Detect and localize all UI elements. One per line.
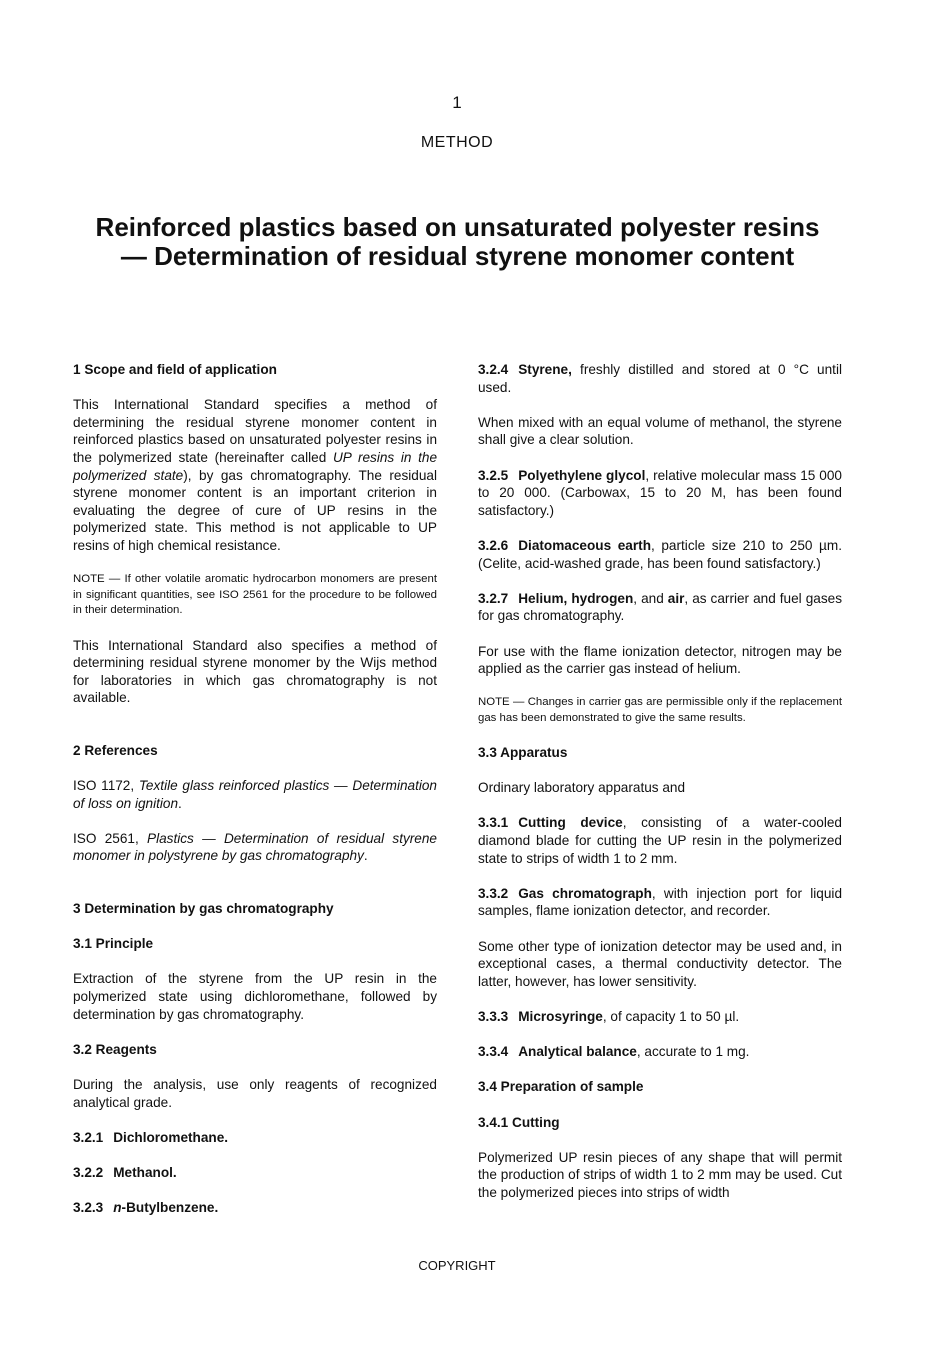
reagent-3-2-7-note: NOTE — Changes in carrier gas are permissible only if the replacement gas has been demonstrated to give the same results.: [478, 696, 842, 724]
method-label: METHOD: [420, 134, 494, 151]
reagent-3-2-1: 3.2.1 Dichloromethane.: [73, 1129, 229, 1145]
section-3-2-heading: 3.2 Reagents: [73, 1041, 157, 1057]
section-3-2-text: During the analysis, use only reagents of recognized analytical grade.: [73, 1076, 437, 1110]
title-line-2: — Determination of residual styrene monomer content: [120, 241, 795, 271]
reagent-3-2-3: 3.2.3 n-Butylbenzene.: [73, 1200, 219, 1216]
section-3-3-heading: 3.3 Apparatus: [478, 745, 568, 761]
apparatus-3-3-4: 3.3.4 Analytical balance, accurate to 1 mg.: [478, 1044, 750, 1060]
up-resins-term: UP resins in the polymerized state: [73, 449, 437, 483]
section-3-heading: 3 Determination by gas chromatography: [73, 901, 334, 917]
reference-iso-1172: ISO 1172, Textile glass reinforced plastics — Determination of loss on ignition.: [73, 778, 437, 811]
title-line-1: Reinforced plastics based on unsaturated polyester resins: [95, 212, 820, 242]
section-1-paragraph-1: This International Standard specifies a method of determining the residual styrene monomer content in reinforced plastics based on unsaturated polyester resins in the polymerized state (hereinafter called UP resins in the polymerized state), by gas chromatography. The residual styrene monomer content is an important criterion in evaluating the degree of cure of UP resins in the polymerized state. This method is not applicable to UP resins of high chemical resistance.: [73, 397, 437, 553]
reagent-3-2-4-paragraph-2: When mixed with an equal volume of methanol, the styrene shall give a clear solution.: [478, 414, 842, 448]
section-1-note: NOTE — If other volatile aromatic hydrocarbon monomers are present in significant quantities, see ISO 2561 for the procedure to be followed in their determination.: [73, 573, 437, 617]
section-3-4-1-text: Polymerized UP resin pieces of any shape that will permit the production of strips of width 1 to 2 mm may be used. Cut the polymerized pieces into strips of width: [478, 1149, 842, 1200]
left-column: [73, 361, 437, 1234]
document-title: [60, 213, 855, 271]
section-1-paragraph-2: This International Standard also specifies a method of determining residual styrene monomer by the Wijs method for laboratories in which gas chromatography is not available.: [73, 637, 437, 706]
section-3-4-1-heading: 3.4.1 Cutting: [478, 1114, 560, 1130]
section-1-heading: 1 Scope and field of application: [73, 362, 277, 377]
section-3-3-text: Ordinary laboratory apparatus and: [478, 780, 686, 796]
page-number: 1: [452, 93, 462, 112]
section-3-1-heading: 3.1 Principle: [73, 936, 154, 952]
apparatus-3-3-2-paragraph-2: Some other type of ionization detector may be used and, in exceptional cases, a thermal conductivity detector. The latter, however, has lower sensitivity.: [478, 938, 842, 989]
copyright-footer: COPYRIGHT: [418, 1258, 496, 1273]
reagent-3-2-2: 3.2.2 Methanol.: [73, 1164, 177, 1180]
apparatus-3-3-3: 3.3.3 Microsyringe, of capacity 1 to 50 µl.: [478, 1008, 740, 1024]
reference-iso-2561: ISO 2561, Plastics — Determination of residual styrene monomer in polystyrene by gas chromatography.: [73, 830, 437, 864]
right-column: [478, 361, 842, 1219]
section-2-heading: 2 References: [73, 742, 158, 758]
reagent-3-2-6: 3.2.6 Diatomaceous earth, particle size 210 to 250 µm. (Celite, acid-washed grade, has been found satisfactory.): [478, 537, 842, 571]
apparatus-3-3-2: 3.3.2 Gas chromatograph, with injection port for liquid samples, flame ionization detector, and recorder.: [478, 885, 842, 919]
reagent-3-2-7-paragraph-2: For use with the flame ionization detector, nitrogen may be applied as the carrier gas instead of helium.: [478, 643, 842, 677]
apparatus-3-3-1: 3.3.1 Cutting device, consisting of a water-cooled diamond blade for cutting the UP resin in the polymerized state to strips of width 1 to 2 mm.: [478, 815, 842, 866]
section-3-4-heading: 3.4 Preparation of sample: [478, 1079, 644, 1095]
reagent-3-2-4: 3.2.4 Styrene, freshly distilled and stored at 0 °C until used.: [478, 362, 842, 395]
reagent-3-2-7: 3.2.7 Helium, hydrogen, and air, as carrier and fuel gases for gas chromatography.: [478, 590, 842, 624]
reagent-3-2-5: 3.2.5 Polyethylene glycol, relative molecular mass 15 000 to 20 000. (Carbowax, 15 to 20 M, has been found satisfactory.): [478, 467, 842, 518]
section-3-1-text: Extraction of the styrene from the UP resin in the polymerized state using dichloromethane, followed by determination by gas chromatography.: [73, 971, 437, 1022]
